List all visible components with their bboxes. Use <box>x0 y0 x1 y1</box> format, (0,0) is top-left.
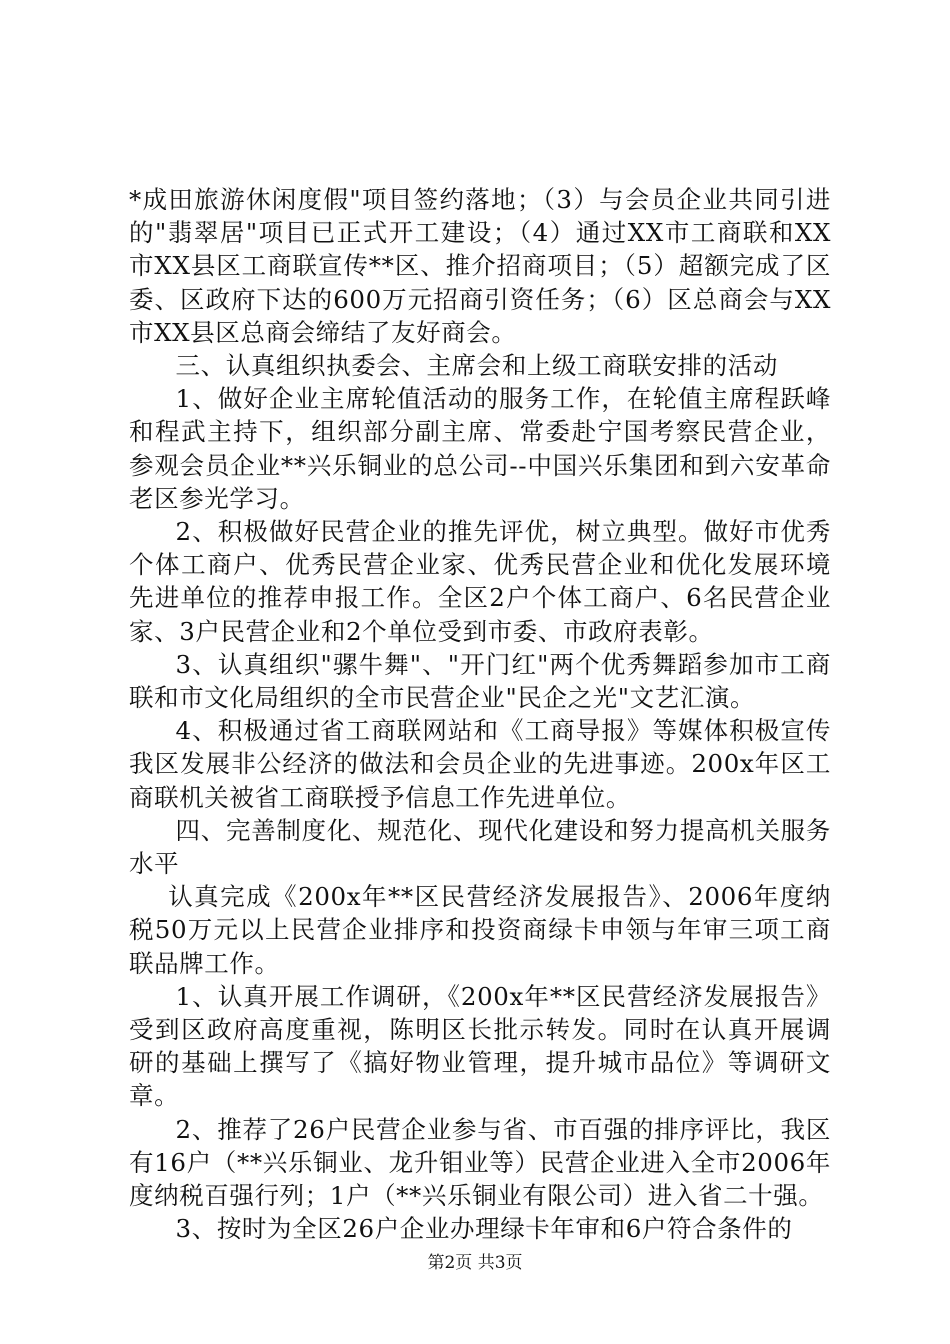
paragraph-sub-item-2: 2、推荐了26户民营企业参与省、市百强的排序评比，我区有16户（**兴乐铜业、龙升钼业等）民营企业进入全市2006年度纳税百强行列；1户（**兴乐铜业有限公司）进入省二十强。 <box>129 1114 831 1211</box>
section-heading-four: 四、完善制度化、规范化、现代化建设和努力提高机关服务水平 <box>129 815 831 879</box>
paragraph-section-four-intro: 认真完成《200x年**区民营经济发展报告》、2006年度纳税50万元以上民营企业排序和投资商绿卡申领与年审三项工商联品牌工作。 <box>129 882 831 978</box>
document-body <box>129 183 831 1246</box>
paragraph-item-4: 4、积极通过省工商联网站和《工商导报》等媒体积极宣传我区发展非公经济的做法和会员企业的先进事迹。200x年区工商联机关被省工商联授予信息工作先进单位。 <box>129 716 831 812</box>
paragraph-item-2: 2、积极做好民营企业的推先评优，树立典型。做好市优秀个体工商户、优秀民营企业家、优秀民营企业和优化发展环境先进单位的推荐申报工作。全区2户个体工商户、6名民营企业家、3户民营企业和2个单位受到市委、市政府表彰。 <box>129 517 831 646</box>
paragraph-sub-item-3: 3、按时为全区26户企业办理绿卡年审和6户符合条件的 <box>175 1214 793 1244</box>
page-number-footer: 第2页 共3页 <box>427 1253 523 1273</box>
section-heading-three: 三、认真组织执委会、主席会和上级工商联安排的活动 <box>175 351 778 381</box>
paragraph-sub-item-1: 1、认真开展工作调研，《200x年**区民营经济发展报告》受到区政府高度重视，陈明区长批示转发。同时在认真开展调研的基础上撰写了《搞好物业管理，提升城市品位》等调研文章。 <box>129 981 831 1111</box>
paragraph-item-1: 1、做好企业主席轮值活动的服务工作，在轮值主席程跃峰和程武主持下，组织部分副主席、常委赴宁国考察民营企业，参观会员企业**兴乐铜业的总公司--中国兴乐集团和到六安革命老区参光学习。 <box>129 384 831 513</box>
paragraph-item-3: 3、认真组织"骡牛舞"、"开门红"两个优秀舞蹈参加市工商联和市文化局组织的全市民营企业"民企之光"文艺汇演。 <box>129 649 831 713</box>
paragraph-investment-results: *成田旅游休闲度假"项目签约落地；（3）与会员企业共同引进的"翡翠居"项目已正式开工建设；（4）通过XX市工商联和XX市XX县区工商联宣传**区、推介招商项目；（5）超额完成了区委、区政府下达的600万元招商引资任务；（6）区总商会与XX市XX县区总商会缔结了友好商会。 <box>129 185 831 347</box>
